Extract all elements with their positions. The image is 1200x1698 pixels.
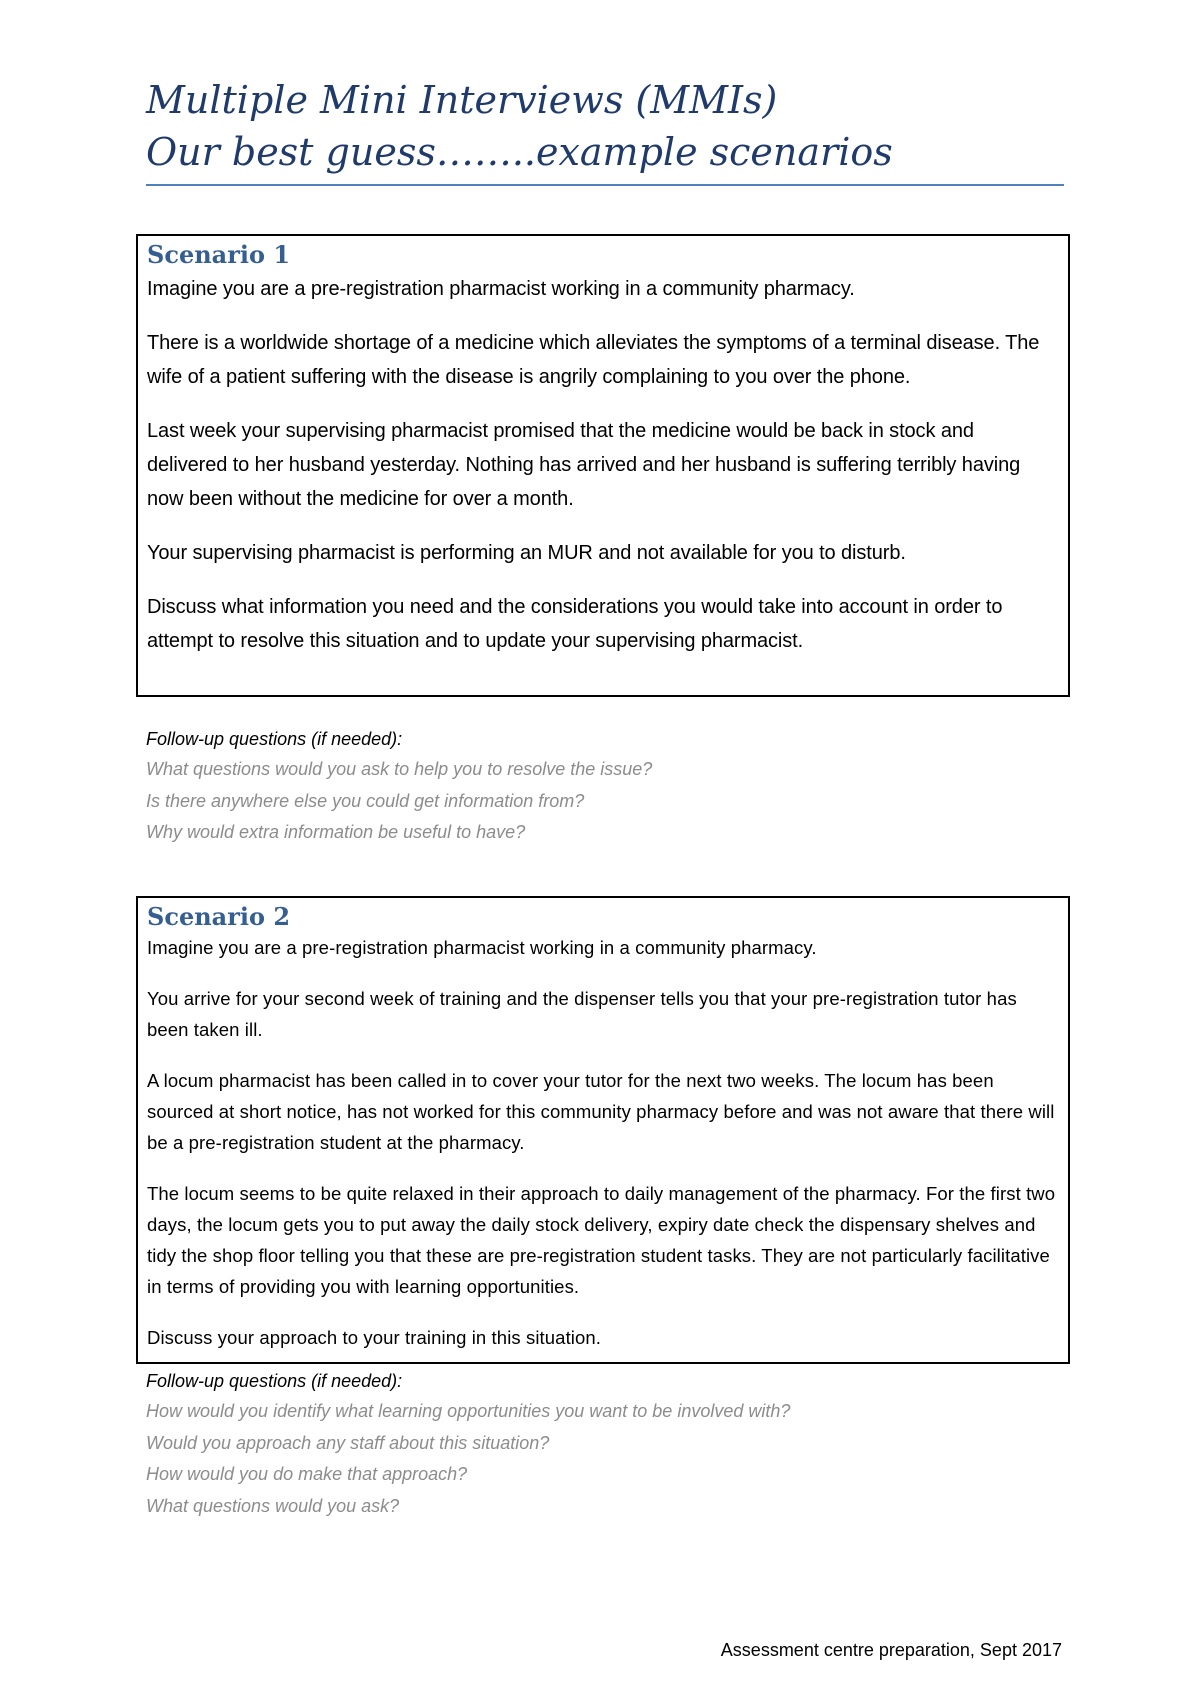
scenario-2-paragraph: The locum seems to be quite relaxed in their approach to daily management of the pharmacy. For the first two days, the locum gets you to put away the daily stock delivery, expiry date check the dispensary shelves and tidy the shop floor telling you that these are pre-registration student tasks. They are not particularly facilitative in terms of providing you with learning opportunities.: [147, 1183, 1056, 1297]
followup-label: Follow-up questions (if needed):: [146, 729, 403, 749]
followup-question: Why would extra information be useful to have?: [146, 822, 526, 842]
title-line-2: Our best guess……..example scenarios: [146, 130, 893, 174]
scenario-1-followup: [146, 724, 1046, 849]
scenario-2-followup: [146, 1366, 1046, 1522]
followup-question: What questions would you ask to help you to resolve the issue?: [146, 759, 653, 779]
scenario-1-heading: Scenario 1: [147, 240, 291, 269]
scenario-2-paragraph: A locum pharmacist has been called in to cover your tutor for the next two weeks. The locum has been sourced at short notice, has not worked for this community pharmacy before and was not aware that there will be a pre-registration student at the pharmacy.: [147, 1070, 1055, 1153]
followup-question: Would you approach any staff about this situation?: [146, 1432, 550, 1453]
title-line-1: Multiple Mini Interviews (MMIs): [146, 78, 778, 122]
scenario-2-paragraph: Discuss your approach to your training in this situation.: [147, 1327, 602, 1348]
scenario-1-box: [136, 234, 1070, 697]
scenario-2-box: [136, 896, 1070, 1364]
scenario-2-paragraph: Imagine you are a pre-registration pharmacist working in a community pharmacy.: [147, 937, 817, 958]
scenario-1-paragraph: Imagine you are a pre-registration pharmacist working in a community pharmacy.: [147, 278, 855, 300]
followup-question: How would you do make that approach?: [146, 1464, 468, 1484]
scenario-2-paragraph: You arrive for your second week of training and the dispenser tells you that your pre-registration tutor has been taken ill.: [147, 988, 1017, 1040]
scenario-1-paragraph: Your supervising pharmacist is performing an MUR and not available for you to disturb.: [147, 542, 906, 564]
scenario-1-paragraph: There is a worldwide shortage of a medicine which alleviates the symptoms of a terminal disease. The wife of a patient suffering with the disease is angrily complaining to you over the phone.: [147, 332, 1040, 388]
followup-question: What questions would you ask?: [146, 1495, 400, 1516]
followup-question: How would you identify what learning opportunities you want to be involved with?: [146, 1401, 791, 1421]
followup-question: Is there anywhere else you could get information from?: [146, 790, 585, 811]
scenario-2-heading: Scenario 2: [147, 902, 291, 931]
scenario-1-paragraph: Discuss what information you need and the considerations you would take into account in order to attempt to resolve this situation and to update your supervising pharmacist.: [147, 596, 1003, 652]
page-footer: Assessment centre preparation, Sept 2017: [720, 1640, 1062, 1660]
followup-label: Follow-up questions (if needed):: [146, 1371, 403, 1391]
scenario-1-paragraph: Last week your supervising pharmacist promised that the medicine would be back in stock and delivered to her husband yesterday. Nothing has arrived and her husband is suffering terribly having now been without the medicine for over a month.: [147, 420, 1021, 510]
title-underline: [146, 184, 1064, 186]
page-title: [146, 74, 1066, 178]
